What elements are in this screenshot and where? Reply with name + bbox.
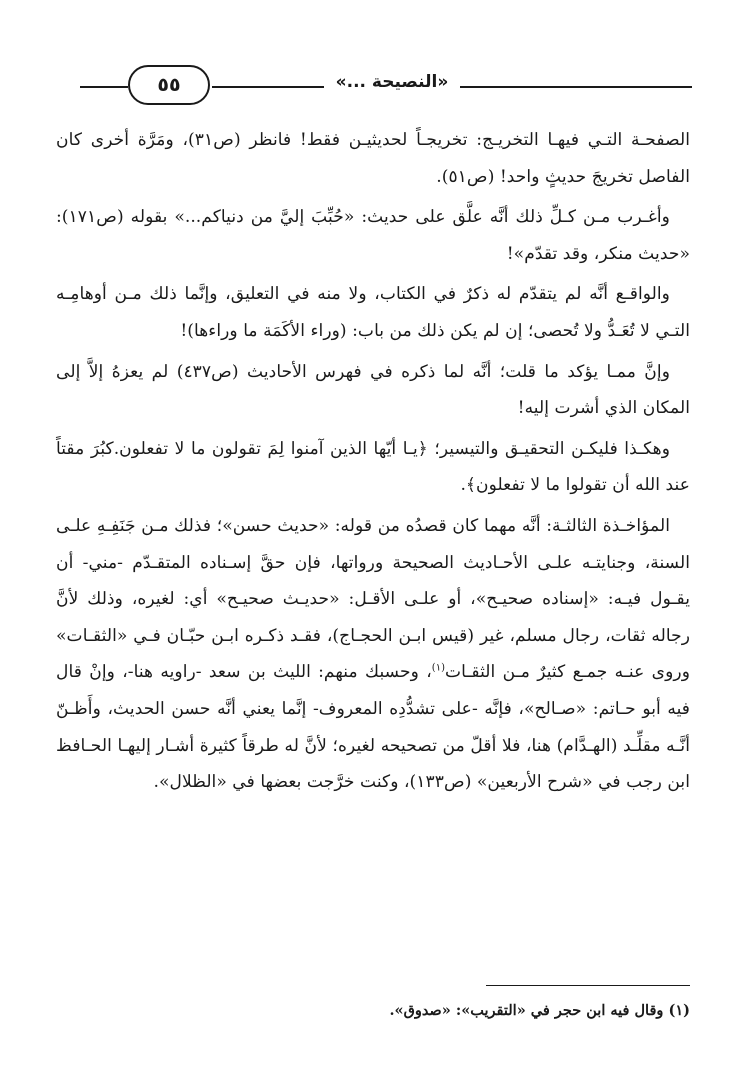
running-title: «النصيحة ...» (335, 72, 449, 92)
paragraph: والواقـع أنَّه لم يتقدّم له ذكرٌ في الكتاب، ولا منه في التعليق، وإنَّما ذلك مـن أوهامِـه التـي لا تُعَـدُّ ولا تُحصى؛ إن لم يكن ذلك من باب: (وراء الأكَمَة ما وراءها)! (56, 284, 690, 341)
header-rule-right (460, 86, 692, 88)
paragraph: الصفحـة التـي فيهـا التخريـج: تخريجـاً لحديثيـن فقط! فانظر (ص٣١)، ومَرَّة أخرى كان الفاصل تخريجَ حديثٍ واحد! (ص٥١). (56, 130, 690, 187)
paragraph (56, 508, 690, 801)
paragraph: وإنَّ ممـا يؤكد ما قلت؛ أنَّه لما ذكره في فهرس الأحاديث (ص٤٣٧) لم يعزهُ إلاَّ إلى المكان الذي أشرت إليه! (56, 361, 690, 419)
page-header (80, 62, 692, 112)
body-text (56, 122, 690, 805)
paragraph: وأغـرب مـن كـلِّ ذلك أنَّه علَّق على حديث: «حُبِّبَ إليَّ من دنياكم...» بقوله (ص١٧١): «حديث منكر، وقد تقدّم»! (56, 207, 690, 264)
footnote-reference: (١) (431, 662, 445, 674)
header-rule-left (80, 86, 128, 88)
footnote: (١) وقال فيه ابن حجر في «التقريب»: «صدوق». (389, 1002, 690, 1019)
header-rule-middle (212, 86, 324, 88)
paragraph-text: المؤاخـذة الثالثـة: أنَّه مهما كان قصدُه من قوله: «حديث حسن»؛ فذلك مـن جَنَفِـهِ علـى السنة، وجنايتـه علـى الأحـاديث الصحيحة ورواتها، فإن حقَّ إسـناده المتقـدّم -مني- أن يقـول فيـه: «إسناده صحيـح»، أو علـى الأقـل: «حديـث صحيـح» أي: لغيره، وذلك لأنَّ رجاله ثقات، رجال مسلم، غير (قيس ابـن الحجـاج)، فقـد ذكـره ابـن حبّـان فـي «الثقـات» وروى عنـه جمـع كثيرٌ مـن الثقـات (56, 515, 690, 683)
footnote-divider (486, 985, 690, 986)
paragraph-text: ، وحسبك منهم: الليث بن سعد -راويه هنا-، وإنْ قال فيه أبو حـاتم: «صـالح»، فإنَّه -على تشدُّدِه المعروف- إنَّما يعني أنَّه حسن الحديث، وأَظـنّ أنَّـه مقلِّـد (الهـدَّام) هنا، فلا أقلّ من تصحيحه لغيره؛ لأنَّ له طرقاً كثيرة أشـار إليهـا الحـافظ ابن رجب في «شرح الأربعين» (ص١٣٣)، وكنت خرَّجت بعضها في «الظلال». (56, 662, 690, 793)
paragraph: وهكـذا فليكـن التحقيـق والتيسير؛ ﴿يـا أيّها الذين آمنوا لِمَ تقولون ما لا تفعلون.كبُرَ مقتاً عند الله أن تقولوا ما لا تفعلون﴾. (56, 438, 690, 496)
page-number-badge: ٥٥ (128, 65, 210, 105)
